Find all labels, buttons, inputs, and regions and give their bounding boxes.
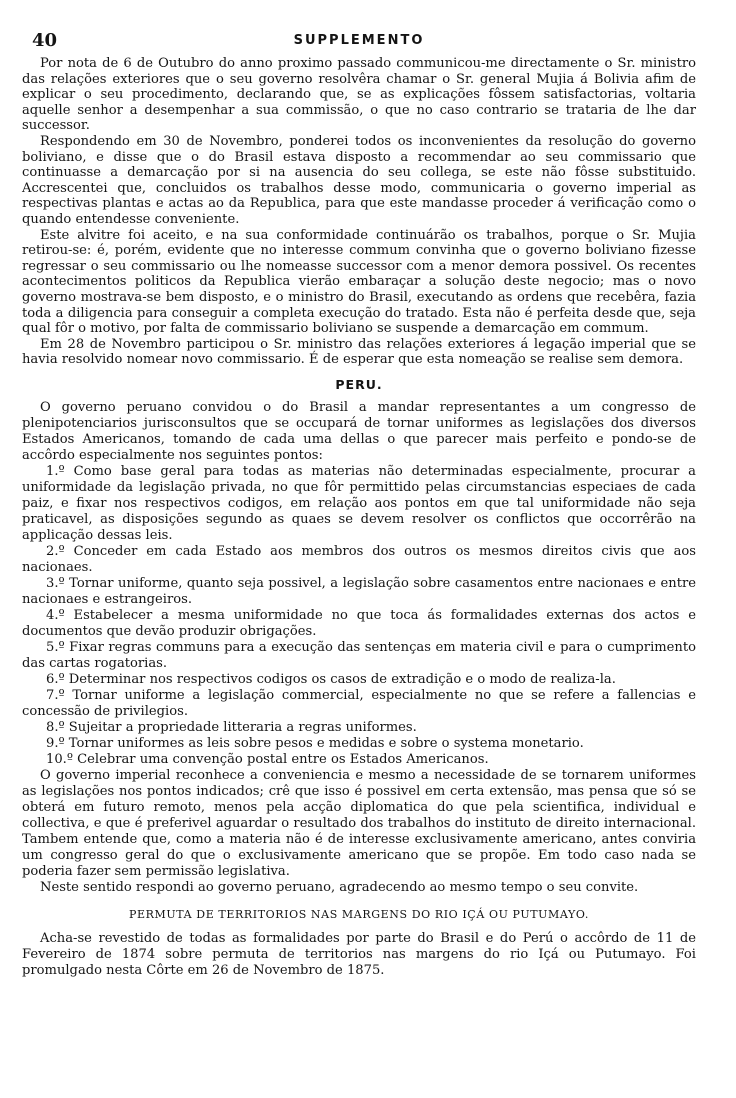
paragraph: Respondendo em 30 de Novembro, ponderei todos os inconvenientes da resolução do governo boliviano, e disse que o do Brasil estava disposto a recommendar ao seu commissario que continuasse a demarcação por si na ausencia do seu collega, se este não fôsse substituido. Accrescentei que, concluidos os trabalhos desse modo, communicaria o governo imperial as respectivas plantas e actas ao da Republica, para que este mandasse proceder á verificação como o quando entendesse conveniente.: [22, 133, 696, 227]
paragraph: Em 28 de Novembro participou o Sr. ministro das relações exteriores á legação imperial que se havia resolvido nomear novo commissario. É de esperar que esta nomeação se realise sem demora.: [22, 336, 696, 368]
bolivia-section: [22, 56, 696, 368]
paragraph: O governo imperial reconhece a conveniencia e mesmo a necessidade de se tornarem uniformes as legislações nos pontos indicados; crê que isso é possivel em certa extensão, mas pensa que só se obterá em futuro remoto, menos pela acção diplomatica do que pela scientifica, individual e collectiva, e que é preferivel aguardar o resultado dos trabalhos do instituto de direito internacional. Tambem entende que, como a materia não é de interesse exclusivamente americano, antes conviria um congresso geral do que o exclusivamente americano que se propõe. Em todo caso nada se poderia fazer sem permissão legislativa.: [22, 767, 696, 879]
list-item: 7.º Tornar uniforme a legislação commercial, especialmente no que se refere a fallencias e concessão de privilegios.: [22, 687, 696, 719]
list-item: 5.º Fixar regras communs para a execução das sentenças em materia civil e para o cumprimento das cartas rogatorias.: [22, 639, 696, 671]
page-number: 40: [32, 30, 58, 51]
paragraph: Este alvitre foi aceito, e na sua conformidade continuárão os trabalhos, porque o Sr. Mujia retirou-se: é, porém, evidente que no interesse commum convinha que o governo boliviano fizesse regressar o seu commissario ou lhe nomeasse successor com a menor demora possivel. Os recentes acontecimentos politicos da Republica vierão embaraçar a solução deste negocio; mas o novo governo mostrava-se bem disposto, e o ministro do Brasil, executando as ordens que recebêra, fazia toda a diligencia para conseguir a completa execução do tratado. Esta não é perfeita desde que, seja qual fôr o motivo, por falta de commissario boliviano se suspende a demarcação em commum.: [22, 227, 696, 337]
paragraph: Acha-se revestido de todas as formalidades por parte do Brasil e do Perú o accôrdo de 11 de Fevereiro de 1874 sobre permuta de territorios nas margens do rio Içá ou Putumayo. Foi promulgado nesta Côrte em 26 de Novembro de 1875.: [22, 930, 696, 978]
list-item: 9.º Tornar uniformes as leis sobre pesos e medidas e sobre o systema monetario.: [46, 735, 584, 751]
running-title: SUPPLEMENTO: [293, 33, 425, 48]
list-item: 2.º Conceder em cada Estado aos membros dos outros os mesmos direitos civis que aos nacionaes.: [22, 543, 696, 575]
list-item: 10.º Celebrar uma convenção postal entre os Estados Americanos.: [46, 751, 489, 767]
list-item: 4.º Estabelecer a mesma uniformidade no que toca ás formalidades externas dos actos e documentos que devão produzir obrigações.: [22, 607, 696, 639]
list-item: 6.º Determinar nos respectivos codigos os casos de extradição e o modo de realiza-la.: [46, 671, 616, 687]
list-item: 8.º Sujeitar a propriedade litteraria a regras uniformes.: [46, 719, 417, 735]
list-item: 1.º Como base geral para todas as materias não determinadas especialmente, procurar a uniformidade da legislação privada, no que fôr permittido pelas circumstancias especiaes de cada paiz, e fixar nos respectivos codigos, em relação aos pontos em que tal uniformidade não seja praticavel, as disposições segundo as quaes se devem resolver os conflictos que occorrêrão na applicação dessas leis.: [22, 463, 696, 543]
document-page: [22, 30, 696, 979]
paragraph: Neste sentido respondi ao governo peruano, agradecendo ao mesmo tempo o seu convite.: [40, 879, 639, 895]
peru-section: [22, 400, 696, 896]
permuta-section: [22, 931, 696, 979]
page-header: [22, 30, 696, 52]
paragraph: O governo peruano convidou o do Brasil a mandar representantes a um congresso de plenipotenciarios jurisconsultos que se occupará de tornar uniformes as legislações dos diversos Estados Americanos, tomando de cada uma dellas o que parecer mais perfeito e pondo-se de accôrdo especialmente nos seguintes pontos:: [22, 399, 696, 463]
section-heading-permuta: PERMUTA DE TERRITORIOS NAS MARGENS DO RIO IÇÁ OU PUTUMAYO.: [129, 907, 589, 921]
section-heading-peru: PERU.: [335, 376, 383, 392]
list-item: 3.º Tornar uniforme, quanto seja possivel, a legislação sobre casamentos entre nacionaes e entre nacionaes e estrangeiros.: [22, 575, 696, 607]
paragraph: Por nota de 6 de Outubro do anno proximo passado communicou-me directamente o Sr. ministro das relações exteriores que o seu governo resolvêra chamar o Sr. general Mujia á Bolivia afim de explicar o seu procedimento, declarando que, se as explicações fôssem satisfactorias, voltaria aquelle senhor a desempenhar a sua commissão, o que no caso contrario se trataria de lhe dar successor.: [22, 56, 696, 134]
